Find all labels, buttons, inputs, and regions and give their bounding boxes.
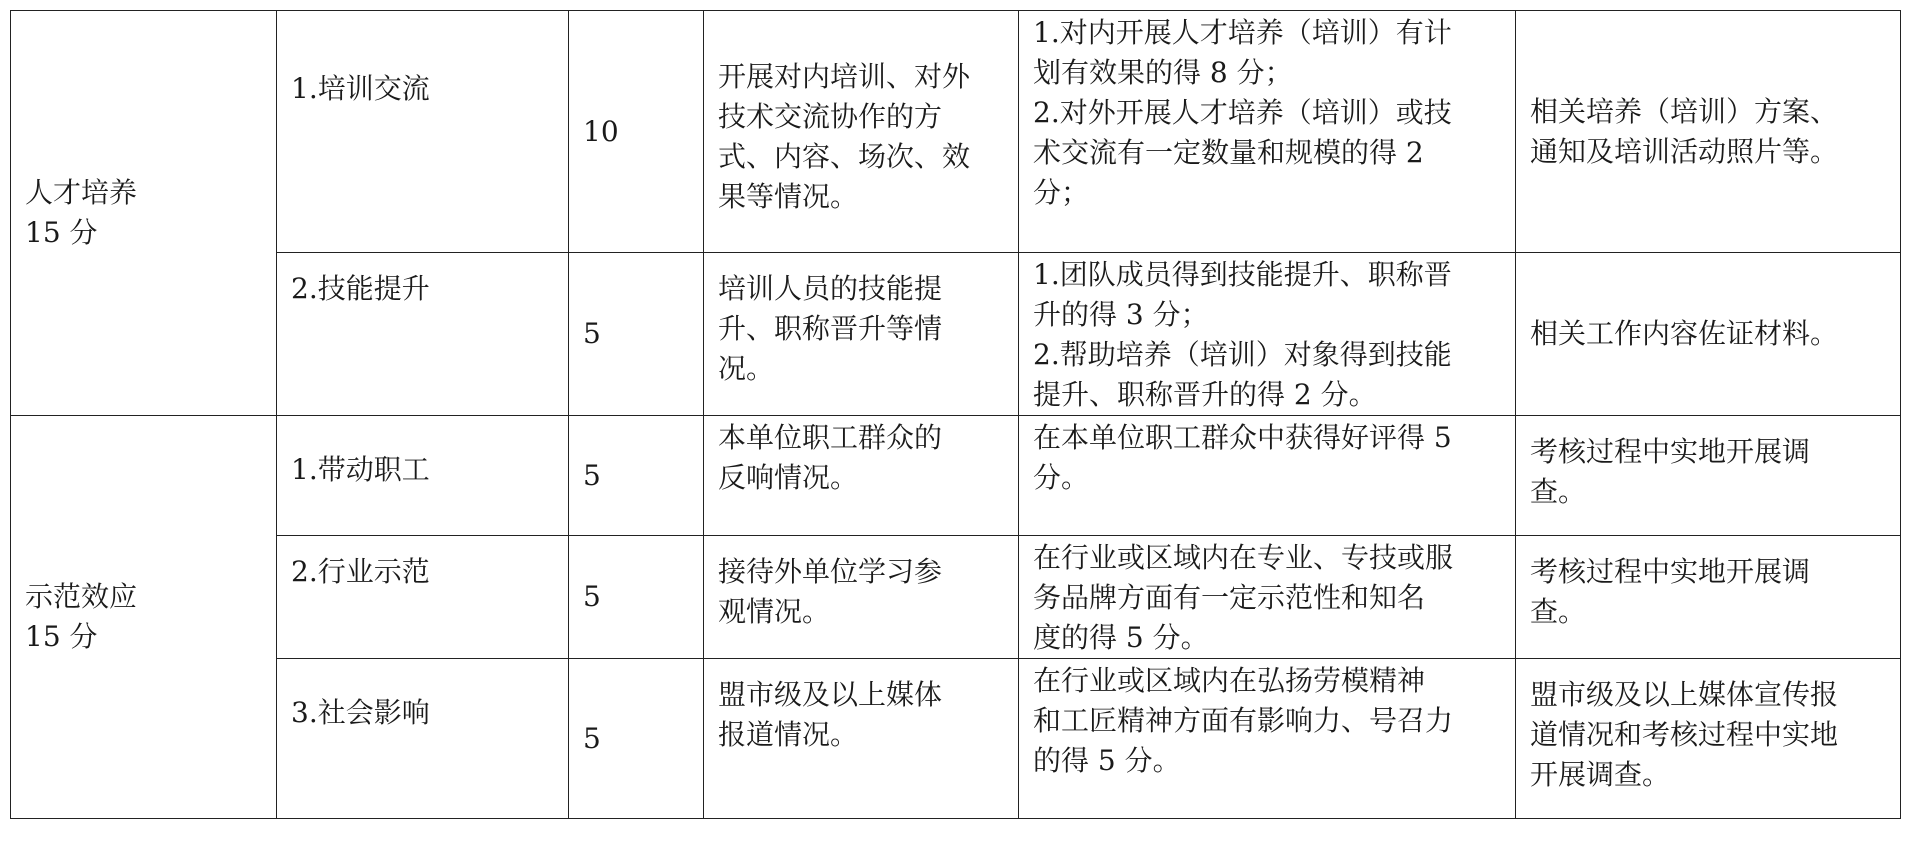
criteria-line: 提升、职称晋升的得 2 分。: [1033, 378, 1377, 411]
evidence-line: 道情况和考核过程中实地: [1530, 718, 1839, 751]
content-line: 本单位职工群众的: [718, 421, 943, 454]
criteria-cell: [1019, 416, 1516, 536]
content-line: 报道情况。: [718, 718, 859, 751]
evidence-line: 查。: [1530, 475, 1587, 508]
evidence-line: 相关培养（培训）方案、: [1530, 94, 1839, 128]
evidence-cell: [1516, 11, 1901, 253]
evidence-cell: [1516, 253, 1901, 416]
criteria-cell: [1019, 659, 1516, 819]
item-cell: [277, 11, 569, 253]
criteria-line: 分。: [1033, 461, 1090, 494]
content-cell: [704, 416, 1019, 536]
criteria-line: 2.帮助培养（培训）对象得到技能: [1033, 338, 1452, 371]
item-score: 5: [583, 721, 601, 755]
content-line: 盟市级及以上媒体: [718, 678, 943, 711]
content-line: 技术交流协作的方: [718, 100, 943, 133]
scoring-table: [10, 10, 1901, 819]
criteria-line: 度的得 5 分。: [1033, 621, 1209, 654]
category-name: 人才培养: [25, 176, 138, 209]
item-score: 5: [583, 458, 601, 492]
evidence-line: 考核过程中实地开展调: [1530, 555, 1811, 588]
item-name: 3.社会影响: [291, 696, 430, 729]
table-row: [11, 11, 1901, 253]
criteria-cell: [1019, 536, 1516, 659]
score-cell: [569, 11, 704, 253]
content-line: 观情况。: [718, 595, 831, 628]
table-row: [11, 253, 1901, 416]
category-score: 15 分: [25, 620, 98, 653]
content-line: 式、内容、场次、效: [718, 140, 971, 173]
criteria-line: 的得 5 分。: [1033, 744, 1181, 777]
content-line: 接待外单位学习参: [718, 555, 943, 588]
content-line: 升、职称晋升等情: [718, 312, 943, 345]
table-row: [11, 659, 1901, 819]
item-name: 2.技能提升: [291, 272, 430, 305]
content-cell: [704, 659, 1019, 819]
content-line: 培训人员的技能提: [718, 272, 943, 305]
criteria-line: 分；: [1033, 176, 1090, 209]
category-cell: [11, 416, 277, 819]
evidence-line: 考核过程中实地开展调: [1530, 435, 1811, 468]
evidence-line: 相关工作内容佐证材料。: [1530, 317, 1839, 350]
evidence-line: 开展调查。: [1530, 758, 1671, 791]
score-cell: [569, 536, 704, 659]
criteria-line: 在行业或区域内在弘扬劳模精神: [1033, 664, 1426, 697]
item-score: 5: [583, 580, 601, 613]
scoring-table-container: [10, 10, 1901, 819]
criteria-line: 1.团队成员得到技能提升、职称晋: [1033, 258, 1452, 291]
category-name: 示范效应: [25, 580, 138, 613]
criteria-line: 升的得 3 分；: [1033, 298, 1209, 331]
criteria-cell: [1019, 253, 1516, 416]
content-cell: [704, 536, 1019, 659]
table-row: [11, 536, 1901, 659]
item-cell: [277, 253, 569, 416]
content-line: 况。: [718, 352, 775, 385]
content-line: 开展对内培训、对外: [718, 60, 971, 93]
category-score: 15 分: [25, 216, 98, 249]
criteria-line: 术交流有一定数量和规模的得 2: [1033, 136, 1424, 169]
criteria-cell: [1019, 11, 1516, 253]
item-score: 5: [583, 317, 601, 350]
criteria-line: 和工匠精神方面有影响力、号召力: [1033, 704, 1454, 737]
content-line: 反响情况。: [718, 461, 859, 494]
content-cell: [704, 11, 1019, 253]
evidence-cell: [1516, 536, 1901, 659]
criteria-line: 2.对外开展人才培养（培训）或技: [1033, 96, 1452, 129]
item-cell: [277, 416, 569, 536]
item-name: 1.带动职工: [291, 453, 430, 486]
criteria-line: 在本单位职工群众中获得好评得 5: [1033, 421, 1452, 454]
evidence-cell: [1516, 416, 1901, 536]
criteria-line: 务品牌方面有一定示范性和知名: [1033, 581, 1426, 614]
table-row: [11, 416, 1901, 536]
score-cell: [569, 659, 704, 819]
item-name: 1.培训交流: [291, 72, 430, 105]
item-cell: [277, 536, 569, 659]
evidence-line: 查。: [1530, 595, 1587, 628]
content-line: 果等情况。: [718, 180, 859, 213]
category-cell: [11, 11, 277, 416]
criteria-line: 在行业或区域内在专业、专技或服: [1033, 541, 1454, 574]
evidence-line: 盟市级及以上媒体宣传报: [1530, 678, 1839, 711]
evidence-cell: [1516, 659, 1901, 819]
evidence-line: 通知及培训活动照片等。: [1530, 134, 1839, 168]
content-cell: [704, 253, 1019, 416]
item-score: 10: [583, 114, 619, 148]
item-name: 2.行业示范: [291, 555, 430, 588]
score-cell: [569, 416, 704, 536]
criteria-line: 1.对内开展人才培养（培训）有计: [1033, 16, 1452, 49]
score-cell: [569, 253, 704, 416]
item-cell: [277, 659, 569, 819]
criteria-line: 划有效果的得 8 分；: [1033, 56, 1293, 89]
